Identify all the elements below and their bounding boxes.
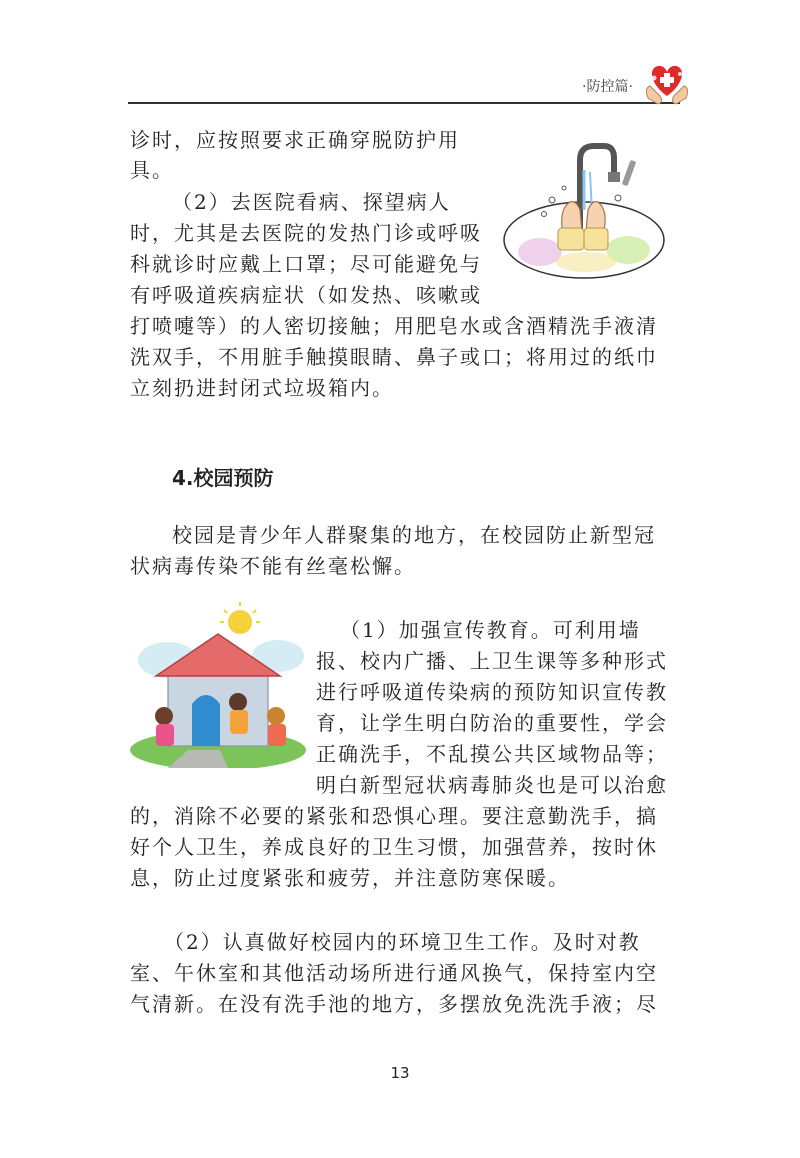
section-heading: 4.校园预防 [172, 466, 274, 490]
text-line: 打喷嚏等）的人密切接触；用肥皂水或含酒精洗手液清 [130, 314, 658, 338]
text-line: （2）认真做好校园内的环境卫生工作。及时对教 [164, 930, 641, 954]
text-line: 好个人卫生，养成良好的卫生习惯，加强营养，按时休 [130, 835, 658, 859]
heart-hands-logo-icon [640, 58, 694, 106]
text-line: 有呼吸道疾病症状（如发热、咳嗽或 [130, 283, 482, 307]
text-line: 育，让学生明白防治的重要性，学会 [316, 711, 668, 735]
text-line: 室、午休室和其他活动场所进行通风换气，保持室内空 [130, 961, 658, 985]
text-line: 息，防止过度紧张和疲劳，并注意防寒保暖。 [130, 866, 570, 890]
page-number: 13 [390, 1064, 410, 1082]
text-line: 报、校内广播、上卫生课等多种形式 [316, 649, 668, 673]
text-line: 校园是青少年人群聚集的地方，在校园防止新型冠 [172, 523, 656, 547]
section-label: ·防控篇· [582, 79, 633, 95]
school-children-illustration [128, 600, 306, 768]
text-line: 立刻扔进封闭式垃圾箱内。 [130, 376, 394, 400]
header-rule [128, 102, 680, 104]
text-line: 正确洗手，不乱摸公共区域物品等； [316, 742, 668, 766]
text-line: 状病毒传染不能有丝毫松懈。 [130, 554, 416, 578]
text-line: 诊时，应按照要求正确穿脱防护用 [130, 128, 460, 152]
text-line: 时，尤其是去医院的发热门诊或呼吸 [130, 221, 482, 245]
text-line: 洗双手，不用脏手触摸眼睛、鼻子或口；将用过的纸巾 [130, 345, 658, 369]
text-line: （2）去医院看病、探望病人 [172, 190, 451, 214]
text-line: 气清新。在没有洗手池的地方，多摆放免洗洗手液；尽 [130, 992, 658, 1016]
text-line: 明白新型冠状病毒肺炎也是可以治愈 [316, 773, 668, 797]
text-line: 的，消除不必要的紧张和恐惧心理。要注意勤洗手，搞 [130, 804, 658, 828]
text-line: 进行呼吸道传染病的预防知识宣传教 [316, 680, 668, 704]
text-line: 科就诊时应戴上口罩；尽可能避免与 [130, 252, 482, 276]
text-line: 具。 [130, 158, 174, 182]
text-line: （1）加强宣传教育。可利用墙 [340, 618, 641, 642]
handwashing-illustration [500, 140, 668, 280]
